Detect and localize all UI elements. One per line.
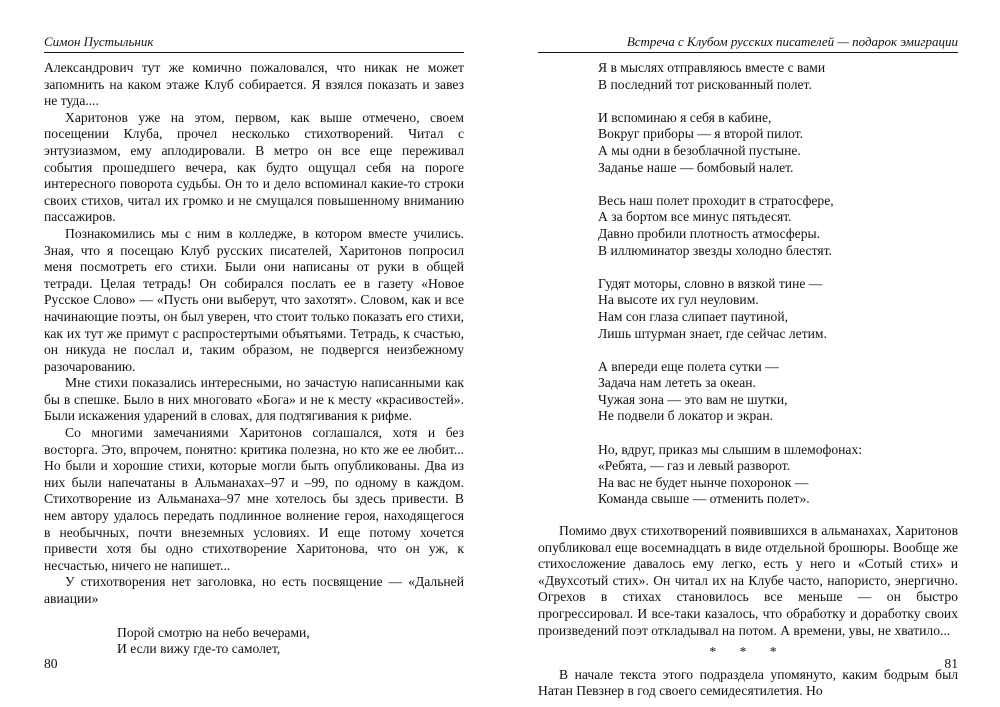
verse-line: А мы одни в безоблачной пустыне.: [598, 142, 801, 158]
stanza: [598, 110, 958, 176]
verse-line: А впереди еще полета сутки —: [598, 358, 779, 374]
paragraph: У стихотворения нет заголовка, но есть посвящение — «Дальней авиации»: [44, 574, 464, 606]
paragraph: Помимо двух стихотворений появившихся в альманахах, Харитонов опубликовал еще восемнадцать в виде отдельной брошюры. Вообще же стихосложение давалось ему легко, есть у него и «Сотый стих» и «Двухсотый стих». Он читал их на Клубе часто, напористо, энергично. Огрехов в стихах становилось все меньше — он быстро прогрессировал. И все-таки казалось, что обработку и доработку своих произведений поэт откладывал на потом. А времени, увы, не хватило...: [538, 523, 958, 638]
verse-line: Я в мыслях отправляюсь вместе с вами: [598, 60, 826, 75]
verse-line: Задача нам лететь за океан.: [598, 375, 756, 391]
paragraph: Познакомились мы с ним в колледже, в котором вместе учились. Зная, что я посещаю Клуб русских писателей, Харитонов попросил меня посмотреть его стихи. Были они написаны от руки в общей тетради. Целая тетрадь! Он собирался послать ее в газету «Новое Русское Слово» — «Пусть они выберут, что захотят». Словом, как и все начинающие поэты, он был уверен, что стоит только показать его стихи, как их тут же примут с распростертыми объятьями. Тетрадь, к счастью, он никуда не послал и, таким образом, не подвергся неизбежному разочарованию.: [44, 225, 464, 374]
poem-opening: [44, 625, 464, 658]
verse-line: И вспоминаю я себя в кабине,: [598, 109, 772, 125]
verse-line: В последний тот рискованный полет.: [598, 76, 812, 92]
poem-continuation: [538, 60, 958, 508]
paragraph: Мне стихи показались интересными, но зачастую написанными как бы в спешке. Было в них многовато «Бога» и не к месту «красивостей». Были искажения ударений в словах, для подтягивания к рифме.: [44, 375, 464, 424]
verse-line: Но, вдруг, приказ мы слышим в шлемофонах:: [598, 441, 863, 457]
running-head-chapter: Встреча с Клубом русских писателей — подарок эмиграции: [538, 34, 958, 53]
section-separator: * * *: [709, 644, 787, 660]
verse-line: Вокруг приборы — я второй пилот.: [598, 126, 804, 142]
verse-line: Команда свыше — отменить полет».: [598, 491, 810, 507]
right-page: [538, 0, 958, 707]
right-page-body: [538, 60, 958, 700]
paragraph: Харитонов уже на этом, первом, как выше отмечено, своем посещении Клуба, прочел несколько стихотворений. Читал с энтузиазмом, ему аплодировали. В метро он все еще переживал события прошедшего вечера, как будто ощущал себя на пороге интересного поворота судьбы. Он то и дело вспоминал какие-то строки своих стихов, читал их громко и не смущался повышенному вниманию пассажиров.: [44, 109, 464, 225]
running-head-author: Симон Пустыльник: [44, 34, 464, 53]
verse-line: Давно пробили плотность атмосферы.: [598, 225, 821, 241]
verse-line: «Ребята, — газ и левый разворот.: [598, 458, 791, 474]
stanza: [598, 60, 958, 93]
verse-line: И если вижу где-то самолет,: [117, 641, 281, 657]
verse-line: Весь наш полет проходит в стратосфере,: [598, 192, 834, 208]
left-page: [44, 0, 464, 707]
stanza: [598, 359, 958, 425]
stanza: [598, 193, 958, 259]
verse-line: Заданье наше — бомбовый налет.: [598, 159, 794, 175]
left-page-body: [44, 60, 464, 658]
verse-line: А за бортом все минус пятьдесят.: [598, 209, 792, 225]
page-number: 80: [44, 656, 58, 671]
verse-line: Не подвели б локатор и экран.: [598, 408, 774, 424]
stanza: [598, 276, 958, 342]
verse-line: Нам сон глаза слипает паутиной,: [598, 308, 789, 324]
paragraph: Александрович тут же комично пожаловался, что никак не может запомнить на каком этаже Клуб собирается. Я взялся показать и завез не туда....: [44, 60, 464, 109]
verse-line: На вас не будет нынче похоронок —: [598, 474, 809, 490]
verse-line: Чужая зона — это вам не шутки,: [598, 391, 788, 407]
page-number: 81: [944, 656, 958, 671]
stanza: [598, 442, 958, 508]
verse-line: Гудят моторы, словно в вязкой тине —: [598, 275, 823, 291]
verse-line: На высоте их гул неуловим.: [598, 292, 759, 308]
verse-line: Лишь штурман знает, где сейчас летим.: [598, 325, 827, 341]
verse-line: В иллюминатор звезды холодно блестят.: [598, 242, 832, 258]
paragraph: Со многими замечаниями Харитонов соглашался, хотя и без восторга. Это, впрочем, понятно: критика полезна, но кто же ее любит... Но были и хорошие стихи, которые могли быть опубликованы. Два из них были напечатаны в Альманахах–97 и –99, по одному в каждом. Стихотворение из Альманаха–97 мне хотелось бы здесь привести. В нем автору удалось передать подлинное волнение героя, находящегося в необычных, почти внеземных условиях. И еще потому хочется привести хотя бы одно стихотворение Харитонова, что он уж, к несчастью, ничего не напишет...: [44, 425, 464, 573]
paragraph: В начале текста этого подраздела упомянуто, каким бодрым был Натан Певзнер в год своего семидесятилетия. Но: [538, 666, 958, 699]
verse-line: Порой смотрю на небо вечерами,: [117, 624, 310, 640]
